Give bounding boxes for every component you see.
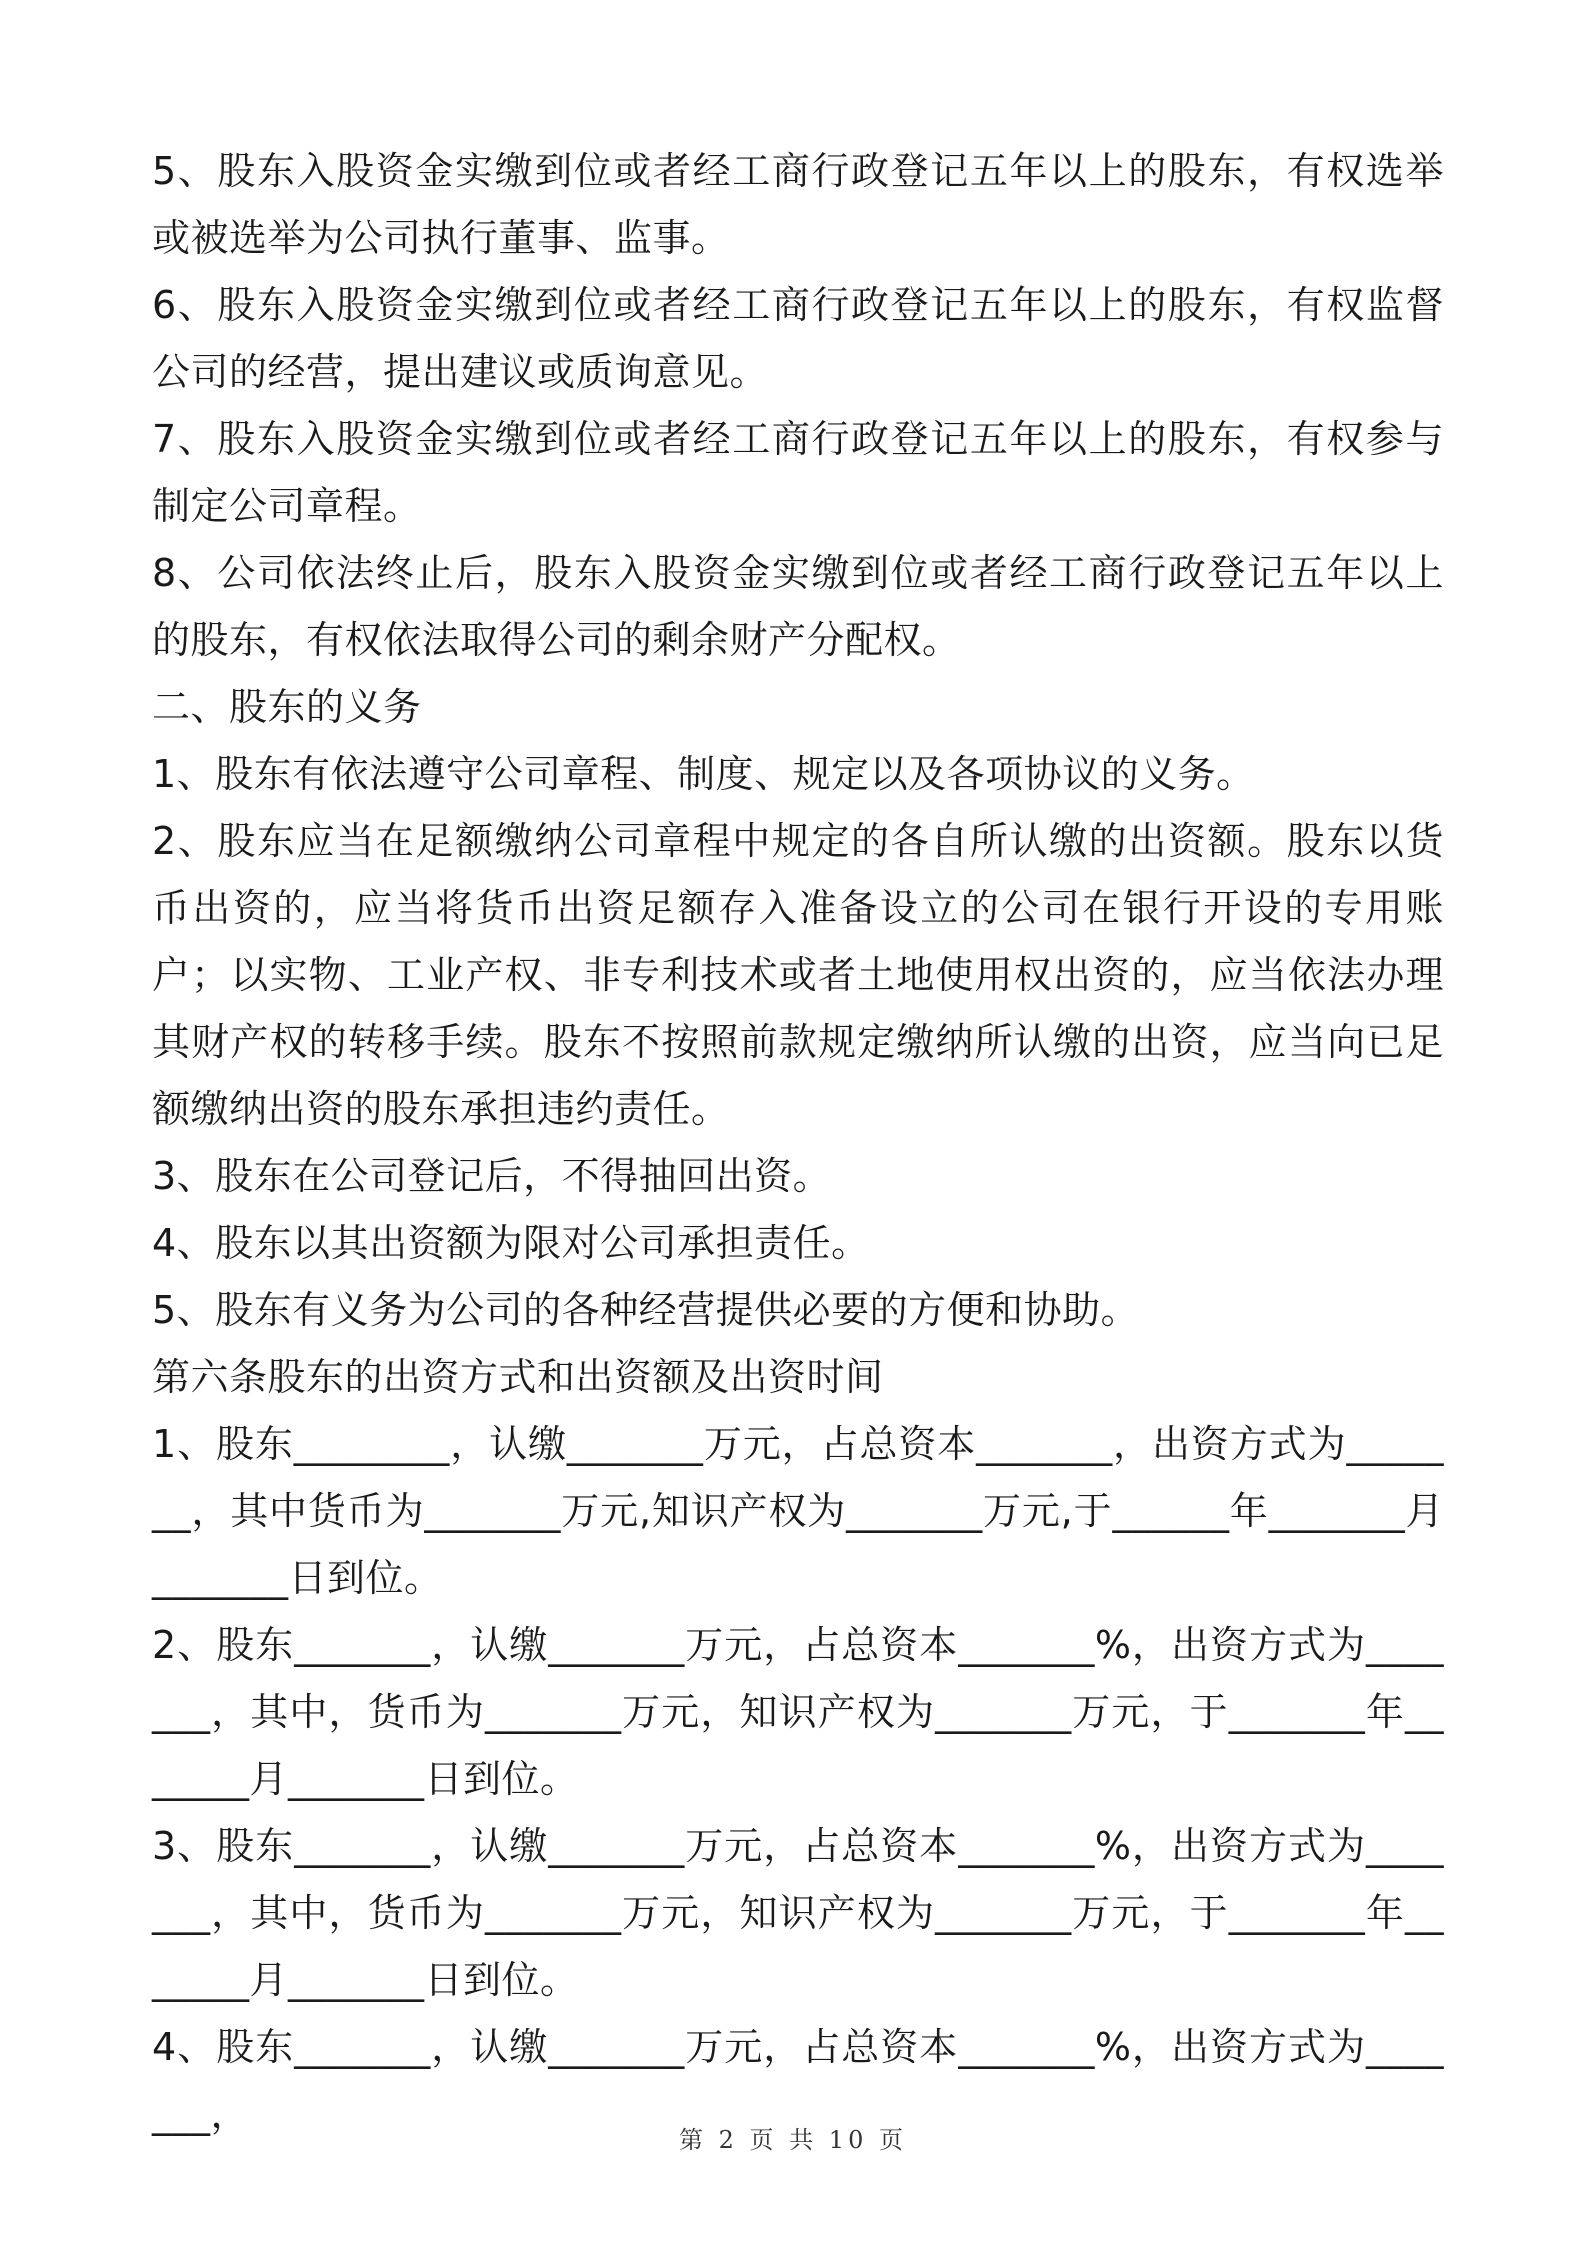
paragraph-right-5-elect: 5、股东入股资金实缴到位或者经工商行政登记五年以上的股东，有权选举或被选举为公司执行董事、监事。 [152, 149, 1444, 260]
paragraph-right-6-supervise: 6、股东入股资金实缴到位或者经工商行政登记五年以上的股东，有权监督公司的经营，提出建议或质询意见。 [152, 283, 1444, 394]
paragraph-obligation-3: 3、股东在公司登记后，不得抽回出资。 [152, 1154, 832, 1198]
paragraph-capital-1: 1、股东________，认缴_______万元，占总资本_______，出资方式为_______，其中货币为_______万元,知识产权为_______万元,于______年_______月_______日到位。 [152, 1422, 1444, 1600]
document-body [152, 138, 1444, 2148]
paragraph-obligation-4: 4、股东以其出资额为限对公司承担责任。 [152, 1221, 870, 1265]
paragraph-capital-2: 2、股东_______，认缴_______万元，占总资本_______%，出资方式为_______，其中，货币为_______万元，知识产权为_______万元，于_______年_______月_______日到位。 [152, 1623, 1444, 1801]
paragraph-obligation-5: 5、股东有义务为公司的各种经营提供必要的方便和协助。 [152, 1288, 1140, 1332]
article-six-heading: 第六条股东的出资方式和出资额及出资时间 [152, 1355, 884, 1399]
paragraph-right-8-assets: 8、公司依法终止后，股东入股资金实缴到位或者经工商行政登记五年以上的股东，有权依法取得公司的剩余财产分配权。 [152, 551, 1444, 662]
paragraph-obligation-2: 2、股东应当在足额缴纳公司章程中规定的各自所认缴的出资额。股东以货币出资的，应当将货币出资足额存入准备设立的公司在银行开设的专用账户；以实物、工业产权、非专利技术或者土地使用权出资的，应当依法办理其财产权的转移手续。股东不按照前款规定缴纳所认缴的出资，应当向已足额缴纳出资的股东承担违约责任。 [152, 819, 1444, 1131]
paragraph-capital-4: 4、股东_______，认缴_______万元，占总资本_______%，出资方式为_______， [152, 2025, 1444, 2136]
paragraph-capital-3: 3、股东_______，认缴_______万元，占总资本_______%，出资方式为_______，其中，货币为_______万元，知识产权为_______万元，于_______年_______月_______日到位。 [152, 1824, 1444, 2002]
section-heading-obligations: 二、股东的义务 [152, 685, 422, 729]
paragraph-obligation-1: 1、股东有依法遵守公司章程、制度、规定以及各项协议的义务。 [152, 752, 1255, 796]
paragraph-right-7-charter: 7、股东入股资金实缴到位或者经工商行政登记五年以上的股东，有权参与制定公司章程。 [152, 417, 1444, 528]
page-footer: 第 2 页 共 10 页 [679, 2126, 907, 2154]
